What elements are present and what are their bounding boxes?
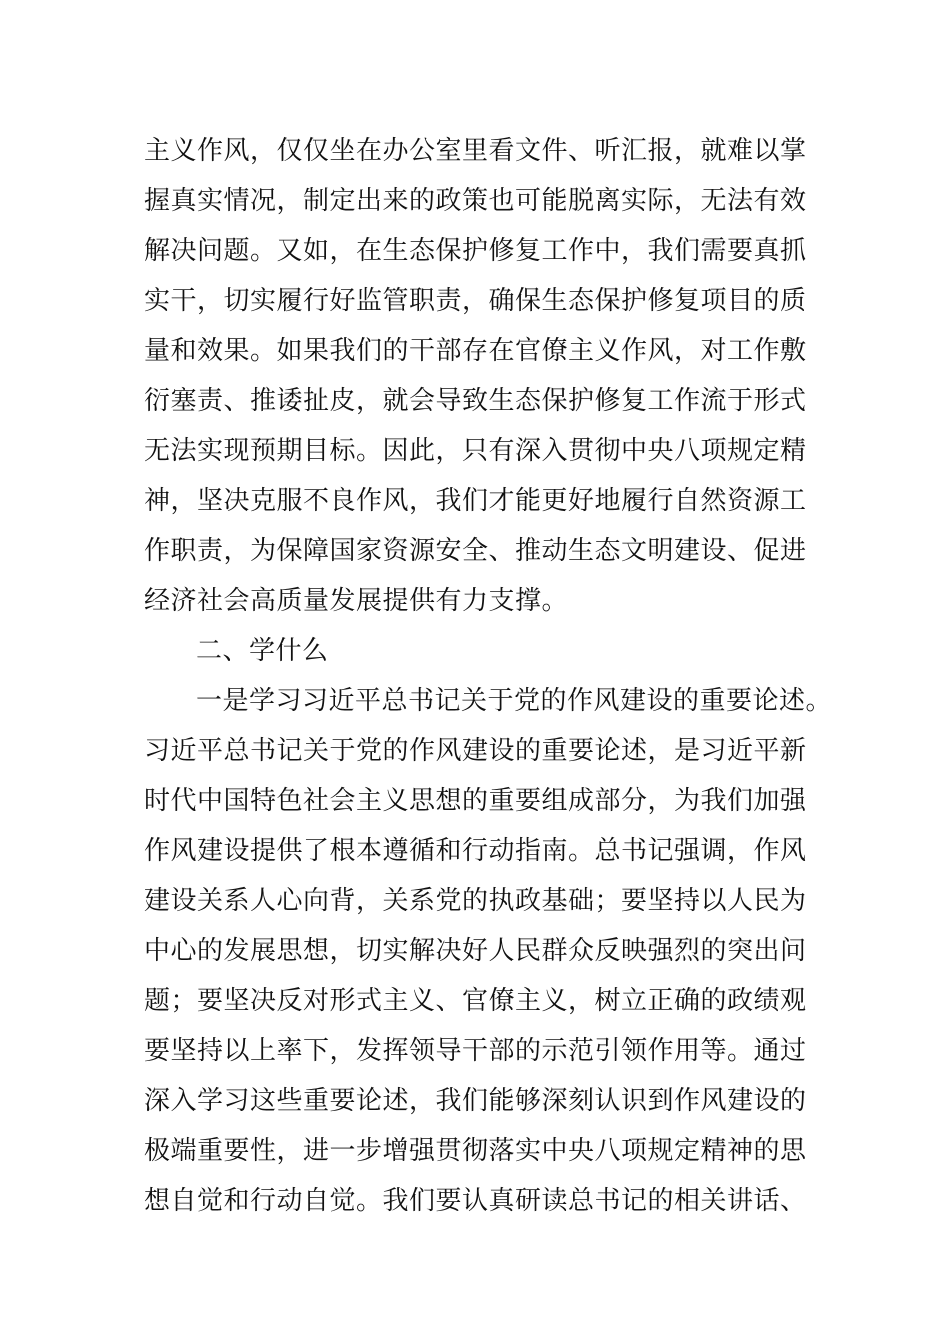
text-line: 作风建设提供了根本遵循和行动指南。总书记强调，作风 — [144, 836, 807, 866]
text-line: 作职责，为保障国家资源安全、推动生态文明建设、促进 — [144, 536, 807, 566]
text-line: 主义作风，仅仅坐在办公室里看文件、听汇报，就难以掌 — [144, 136, 807, 166]
text-line: 衍塞责、推诿扯皮，就会导致生态保护修复工作流于形式 — [144, 386, 807, 416]
text-line: 实干，切实履行好监管职责，确保生态保护修复项目的质 — [144, 286, 807, 316]
body-text — [144, 126, 844, 1226]
text-line: 神，坚决克服不良作风，我们才能更好地履行自然资源工 — [144, 486, 807, 516]
text-line: 习近平总书记关于党的作风建设的重要论述，是习近平新 — [144, 736, 807, 766]
text-line: 要坚持以上率下，发挥领导干部的示范引领作用等。通过 — [144, 1036, 807, 1066]
text-line: 握真实情况，制定出来的政策也可能脱离实际，无法有效 — [144, 186, 807, 216]
text-line: 一是学习习近平总书记关于党的作风建设的重要论述。 — [196, 686, 833, 716]
text-line: 解决问题。又如，在生态保护修复工作中，我们需要真抓 — [144, 236, 807, 266]
text-line: 时代中国特色社会主义思想的重要组成部分，为我们加强 — [144, 786, 807, 816]
text-line: 建设关系人心向背，关系党的执政基础；要坚持以人民为 — [144, 886, 807, 916]
text-line: 无法实现预期目标。因此，只有深入贯彻中央八项规定精 — [144, 436, 807, 466]
text-line: 中心的发展思想，切实解决好人民群众反映强烈的突出问 — [144, 936, 807, 966]
text-line: 题；要坚决反对形式主义、官僚主义，树立正确的政绩观 — [144, 986, 807, 1016]
section-heading: 二、学什么 — [196, 636, 329, 666]
text-line: 经济社会高质量发展提供有力支撑。 — [144, 586, 569, 616]
text-line: 极端重要性，进一步增强贯彻落实中央八项规定精神的思 — [144, 1136, 807, 1166]
text-line: 量和效果。如果我们的干部存在官僚主义作风，对工作敷 — [144, 336, 807, 366]
text-line: 想自觉和行动自觉。我们要认真研读总书记的相关讲话、 — [144, 1186, 807, 1216]
text-line: 深入学习这些重要论述，我们能够深刻认识到作风建设的 — [144, 1086, 807, 1116]
